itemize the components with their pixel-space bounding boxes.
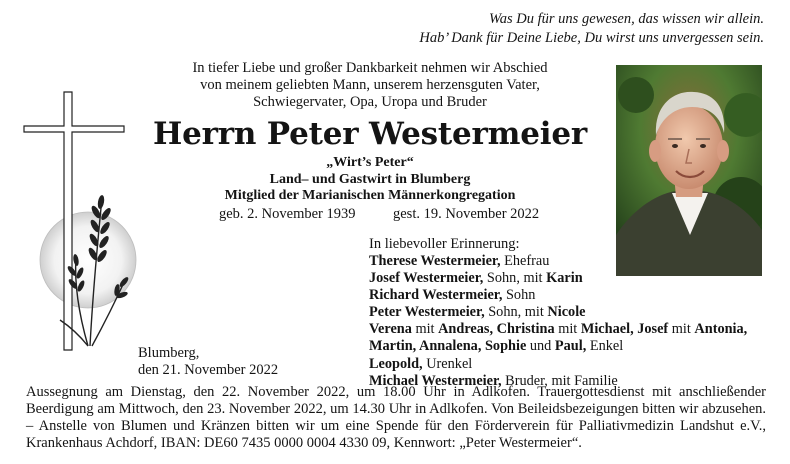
cross-icon [20,88,140,358]
birth-date: geb. 2. November 1939 [219,206,356,222]
memory-title: In liebevoller Erinnerung: [369,236,520,252]
place-city: Blumberg, [138,345,200,361]
mourner-name: Verena [369,321,412,338]
mourner-name: Peter Westermeier, [369,304,485,321]
mourner-name: Josef Westermeier, [369,270,484,287]
mourner-relation: Enkel [586,338,624,355]
place-date [138,345,278,379]
mourner-name: Leopold, [369,355,423,372]
mourner-line [369,287,769,304]
deceased-name: Herrn Peter Westermeier [153,116,587,152]
mourner-line [369,304,769,321]
mourner-line [369,253,769,270]
deceased-details [150,155,590,205]
mourner-name: Michael, Josef [580,321,669,338]
mourner-name: Michael Westermeier, [369,372,502,389]
mourner-relation: mit [411,321,439,338]
mourner-relation: Sohn, mit [483,270,547,287]
intro-line-1: In tiefer Liebe und großer Dankbarkeit nehmen wir Abschied [192,60,548,76]
intro-text [150,60,590,111]
mourner-line [369,321,769,338]
intro-line-3: Schwiegervater, Opa, Uropa und Bruder [253,94,487,110]
mourner-name: Andreas, Christina [438,321,555,338]
mourner-line [369,356,769,373]
mourner-relation: Sohn, mit [484,304,548,321]
mourner-name: Karin [546,270,583,287]
mourner-relation: Bruder, mit Familie [501,372,618,389]
mourner-relation: mit [668,321,695,338]
funeral-info: Aussegnung am Dienstag, den 22. November 2022, um 18.00 Uhr in Adlkofen. Trauergottesdienst mit anschließender Beerdigung am Mittwoch, den 23. November 2022, um 14.30 Uhr in Adlkofen. Von Beileidsbezeigungen bitten wir abzusehen. – Anstelle von Blumen und Kränzen bitten wir um eine Spende für den Förderverein für Palliativmedizin Landshut e.V., Krankenhaus Achdorf, IBAN: DE60 7435 0000 0004 4330 09, Kennwort: „Peter Westermeier“. [26,384,766,451]
quote-line-2: Hab’ Dank für Deine Liebe, Du wirst uns unvergessen sein. [419,30,764,46]
mourner-relation: Ehefrau [500,253,550,269]
mourner-name: Therese Westermeier, [369,253,501,269]
mourner-relation: Sohn [502,287,536,304]
portrait-photo [616,65,762,276]
mourner-relation: mit [554,321,581,338]
mourner-name: Nicole [547,304,586,321]
nickname: „Wirt’s Peter“ [326,155,414,170]
mourner-name: Richard Westermeier, [369,287,503,304]
mourner-line [369,270,769,287]
quote [419,10,764,48]
membership: Mitglied der Marianischen Männerkongregation [224,188,516,203]
quote-line-1: Was Du für uns gewesen, das wissen wir allein. [489,11,764,27]
death-date: gest. 19. November 2022 [393,206,540,222]
mourner-relation: und [526,338,555,355]
place-date-line: den 21. November 2022 [138,362,279,378]
mourner-name: Antonia, [694,321,748,338]
mourners-list [369,253,769,390]
intro-line-2: von meinem geliebten Mann, unserem herzensguten Vater, [200,77,540,93]
mourner-line [369,338,769,355]
mourner-relation: Urenkel [422,355,473,372]
occupation: Land– und Gastwirt in Blumberg [269,171,471,187]
mourner-name: Paul, [554,338,587,355]
mourner-name: Martin, Annalena, Sophie [369,338,527,355]
